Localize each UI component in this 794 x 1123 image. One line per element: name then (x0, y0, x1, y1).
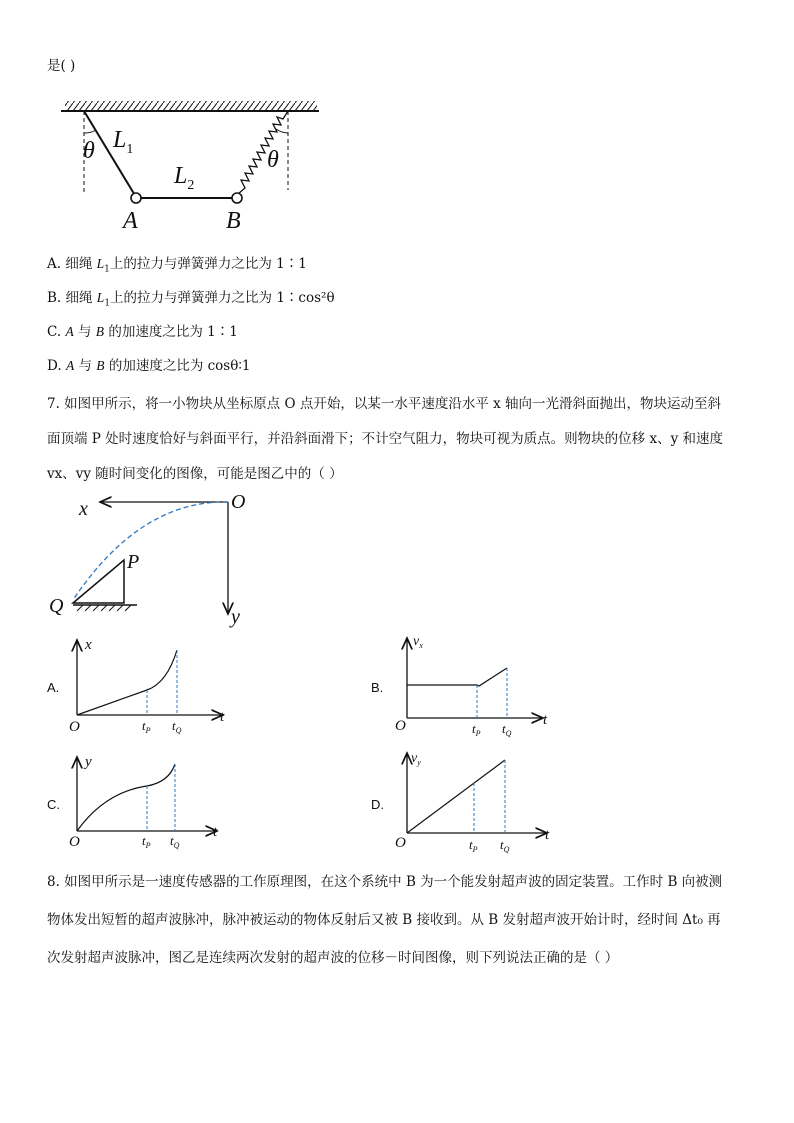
svg-text:vy: $v_y$ (411, 751, 421, 767)
q8-stem-line2: 物体发出短暂的超声波脉冲，脉冲被运动的物体反射后又被 B 接收到。从 B 发射超声波开始计时，经时间 Δt₀ 再 (47, 912, 721, 928)
p-label: P (127, 551, 140, 573)
svg-text:t: t (220, 709, 225, 725)
q7-graph-d-label[interactable]: D. (371, 797, 384, 812)
svg-text:tP: $t_P$ (142, 718, 151, 735)
q7-graph-a[interactable] (65, 635, 240, 735)
q7-graph-c[interactable] (65, 752, 240, 852)
theta-right-label: θ (267, 147, 279, 173)
svg-text:tQ: $t_Q$ (502, 721, 512, 738)
y-label: y (231, 606, 240, 628)
q7-graph-a-label[interactable]: A. (47, 680, 60, 695)
vy-curve (407, 760, 505, 833)
o-label: O (231, 491, 246, 513)
q6-stem-tail: 是( ) (47, 58, 76, 74)
svg-text:O: O (69, 719, 80, 735)
svg-text:t: t (213, 824, 218, 840)
q8-stem-line3: 次发射超声波脉冲，图乙是连续两次发射的超声波的位移－时间图像，则下列说法正确的是（ ） (47, 950, 619, 966)
q7-graph-b-label[interactable]: B. (371, 680, 384, 695)
q7-graph-b[interactable] (395, 630, 570, 740)
q7-figure (45, 490, 265, 630)
q6-option-c[interactable]: C. A 与 B 的加速度之比为 1∶1 (47, 324, 238, 340)
q6-option-b[interactable]: B. 细绳 $L_1$上的拉力与弹簧弹力之比为 1∶cos²θ (47, 290, 335, 309)
q8-stem-line1: 8. 如图甲所示是一速度传感器的工作原理图，在这个系统中 B 为一个能发射超声波的固定装置。工作时 B 向被测 (47, 874, 723, 890)
svg-text:O: O (395, 835, 406, 851)
svg-text:tQ: $t_Q$ (500, 837, 510, 854)
trajectory (73, 502, 228, 600)
q6-option-a[interactable]: A. 细绳 $L_1$上的拉力与弹簧弹力之比为 1∶1 (47, 256, 307, 275)
svg-text:tP: $t_P$ (469, 837, 478, 854)
q7-graph-c-label[interactable]: C. (47, 797, 60, 812)
ball-b (232, 193, 242, 203)
q6-option-d[interactable]: D. A 与 B 的加速度之比为 cosθ∶1 (47, 358, 251, 374)
svg-text:x: x (85, 637, 92, 653)
svg-text:tQ: $t_Q$ (170, 833, 180, 850)
y-curve (77, 764, 175, 831)
svg-text:O: O (69, 834, 80, 850)
incline (73, 560, 124, 603)
svg-text:tQ: $t_Q$ (172, 718, 182, 735)
x-curve (77, 650, 177, 715)
q7-stem-line2: 面顶端 P 处时速度恰好与斜面平行，并沿斜面滑下；不计空气阻力，物块可视为质点。则物块的位移 x、y 和速度 (47, 431, 723, 447)
svg-text:t: t (543, 712, 548, 728)
q-label: Q (49, 595, 64, 617)
svg-text:y: y (85, 754, 92, 770)
svg-text:tP: $t_P$ (472, 721, 481, 738)
ceiling-hatch (65, 101, 317, 111)
x-label: x (79, 498, 88, 520)
theta-left-label: θ (83, 138, 95, 164)
vx-curve (407, 668, 507, 686)
point-b-label: B (226, 208, 241, 234)
spring (238, 111, 288, 194)
svg-text:O: O (395, 718, 406, 734)
q7-graph-d[interactable] (395, 745, 570, 860)
svg-text:vx: $v_x$ (413, 634, 423, 650)
l1-label: $L_1$ (113, 127, 134, 157)
q7-stem-line1: 7. 如图甲所示，将一小物块从坐标原点 O 点开始，以某一水平速度沿水平 x 轴向一光滑斜面抛出，物块运动至斜 (47, 396, 722, 412)
svg-text:tP: $t_P$ (142, 833, 151, 850)
q6-figure (55, 95, 325, 235)
ball-a (131, 193, 141, 203)
q7-stem-line3: vx、vy 随时间变化的图像，可能是图乙中的（ ） (47, 466, 343, 482)
svg-text:t: t (545, 827, 550, 843)
point-a-label: A (123, 208, 138, 234)
l2-label: $L_2$ (174, 163, 195, 193)
